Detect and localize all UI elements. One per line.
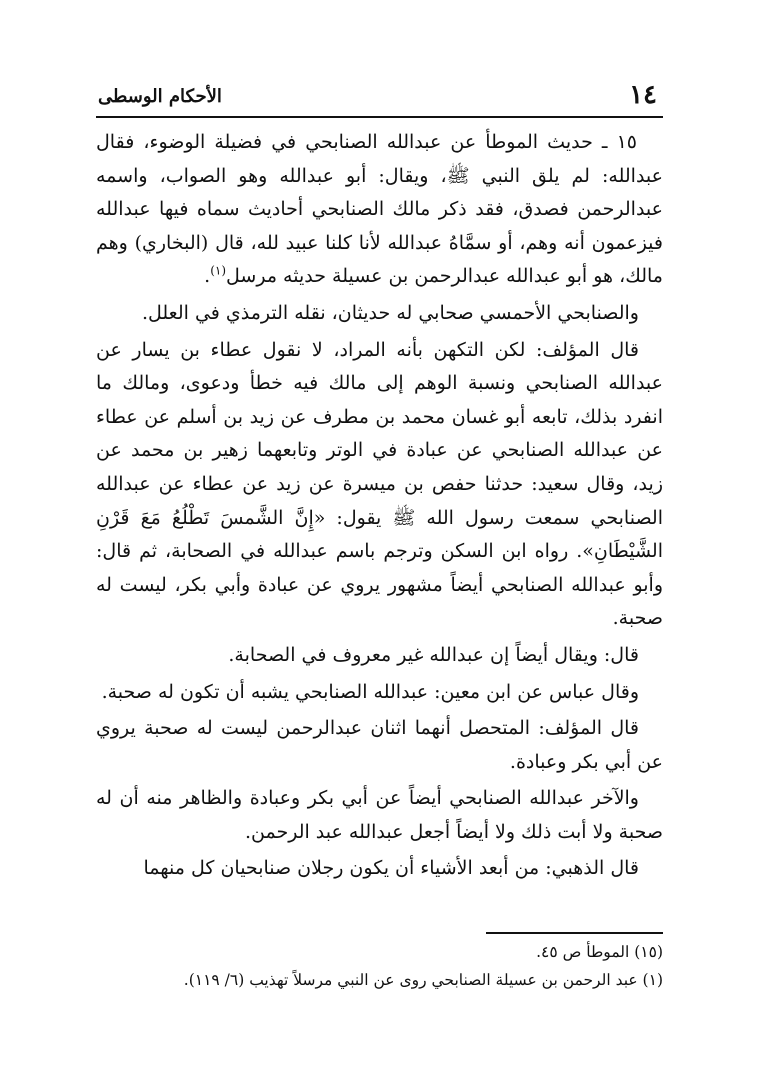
paragraph: قال المؤلف: المتحصل أنهما اثنان عبدالرحمن ليست له صحبة يروي عن أبي بكر وعبادة. <box>96 717 663 773</box>
footnote: (١) عبد الرحمن بن عسيلة الصنابحي روى عن النبي مرسلاً تهذيب (٦/ ١١٩). <box>183 971 663 989</box>
paragraph: قال الذهبي: من أبعد الأشياء أن يكون رجلان صنابحيان كل منهما <box>143 857 639 880</box>
body-text <box>96 126 663 889</box>
paragraph-hadith-15 <box>96 126 663 294</box>
page-number: ١٤ <box>629 80 657 110</box>
footnotes <box>96 938 663 994</box>
paragraph: قال المؤلف: لكن التكهن بأنه المراد، لا نقول عطاء بن يسار عن عبدالله الصنابحي ونسبة الوهم إلى مالك فيه خطأ ودعوى، ومالك ما انفرد بذلك، تابعه أبو غسان محمد بن مطرف عن زيد بن أسلم عن عطاء عن عبدالله الصنابحي عن عبادة في الوتر وتابعهما زهير بن محمد عن زيد، وقال سعيد: حدثنا حفص بن ميسرة عن زيد عن عطاء عن عبدالله الصنابحي سمعت رسول الله ﷺ يقول: «إِنَّ الشَّمسَ تَطْلُعُ مَعَ قَرْنِ الشَّيْطَانِ». رواه ابن السكن وترجم باسم عبدالله في الصحابة، ثم قال: وأبو عبدالله الصنابحي أيضاً مشهور يروي عن عبادة وأبي بكر، ليست له صحبة. <box>96 338 663 630</box>
paragraph-end: . <box>204 265 211 288</box>
paragraph: وقال عباس عن ابن معين: عبدالله الصنابحي يشبه أن تكون له صحبة. <box>101 680 639 703</box>
footnote: (١٥) الموطأ ص ٤٥. <box>536 943 663 961</box>
paragraph: والصنابحي الأحمسي صحابي له حديثان، نقله الترمذي في العلل. <box>141 301 639 324</box>
footnote-ref: (١) <box>210 264 227 279</box>
paragraph-text: ١٥ ـ حديث الموطأ عن عبدالله الصنابحي في فضيلة الوضوء، فقال عبدالله: لم يلق النبي ﷺ، ويقال: أبو عبدالله وهو الصواب، واسمه عبدالرحمن فصدق، فقد ذكر مالك الصنابحي أحاديث سماه فيها عبدالله فيزعمون أنه وهم، أو سمَّاهُ عبدالله لأنا كلنا عبيد لله، قال (البخاري) وهم مالك، هو أبو عبدالله عبدالرحمن بن عسيلة حديثه مرسل <box>96 131 663 288</box>
page-header <box>96 80 663 118</box>
footnote-divider <box>486 932 663 934</box>
running-title: الأحكام الوسطى <box>98 86 222 107</box>
paragraph: قال: ويقال أيضاً إن عبدالله غير معروف في الصحابة. <box>228 643 639 666</box>
paragraph: والآخر عبدالله الصنابحي أيضاً عن أبي بكر وعبادة والظاهر منه أن له صحبة ولا أبت ذلك ولا أيضاً أجعل عبدالله عبد الرحمن. <box>96 787 663 843</box>
